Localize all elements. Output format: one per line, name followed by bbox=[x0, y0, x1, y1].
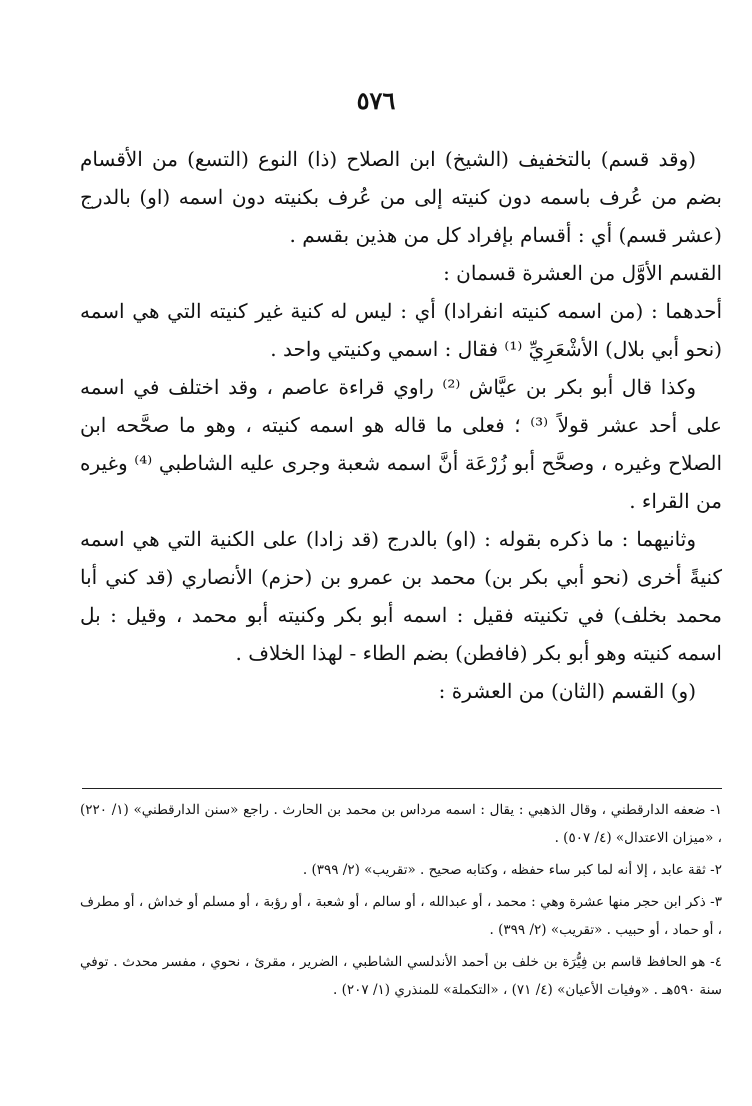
footnote: ٣- ذكر ابن حجر منها عشرة وهي : محمد ، أو عبدالله ، أو سالم ، أو شعبة ، أو رؤبة ، أو مسلم أو خداش ، أو مطرف ، أو حماد ، أو حبيب . «تقريب» (٢/ ٣٩٩) . bbox=[80, 894, 722, 938]
footnote: ٤- هو الحافظ قاسم بن فِيُّرَة بن خلف بن أحمد الأندلسي الشاطبي ، الضرير ، مقرئ ، نحوي ، مفسر محدث . توفي سنة ٥٩٠هـ . «وفيات الأعيان» (٤/ ٧١) ، «التكملة» للمنذري (١/ ٢٠٧) . bbox=[80, 954, 722, 998]
paragraph: وثانيهما : ما ذكره بقوله : (او) بالدرج (قد زادا) على الكنية التي هي اسمه كنيةً أخرى (نحو أبي بكر بن) محمد بن عمرو بن (حزم) الأنصاري (قد كني أبا محمد بخلف) في تكنيته فقيل : اسمه أبو بكر وكنيته أبو محمد ، وقيل : بل اسمه كنيته وهو أبو بكر (فافطن) بضم الطاء - لهذا الخلاف . bbox=[80, 527, 722, 665]
footnote: ٢- ثقة عابد ، إلا أنه لما كبر ساء حفظه ، وكتابه صحيح . «تقريب» (٢/ ٣٩٩) . bbox=[302, 862, 722, 878]
footnote-divider bbox=[82, 788, 722, 789]
section-heading: القسم الأوَّل من العشرة قسمان : bbox=[443, 261, 722, 285]
paragraph: وكذا قال أبو بكر بن عيَّاش ⁽²⁾ راوي قراءة عاصم ، وقد اختلف في اسمه على أحد عشر قولاً ⁽³⁾ ؛ فعلى ما قاله هو اسمه كنيته ، وهو ما صحَّحه ابن الصلاح وغيره ، وصحَّح أبو زُرْعَة أنَّ اسمه شعبة وجرى عليه الشاطبي ⁽⁴⁾ وغيره من القراء . bbox=[80, 375, 723, 513]
footnote: ١- ضعفه الدارقطني ، وقال الذهبي : يقال : اسمه مرداس بن محمد بن الحارث . راجع «سنن الدارقطني» (١/ ٢٢٠) ، «ميزان الاعتدال» (٤/ ٥٠٧) . bbox=[80, 802, 722, 846]
page-number: ٥٧٦ bbox=[356, 86, 396, 115]
main-text bbox=[80, 140, 722, 710]
paragraph: (و) القسم (الثان) من العشرة : bbox=[438, 679, 696, 703]
footnotes bbox=[80, 796, 722, 1008]
paragraph: أحدهما : (من اسمه كنيته انفرادا) أي : ليس له كنية غير كنيته التي هي اسمه (نحو أبي بلال) الأشْعَرِيِّ ⁽¹⁾ فقال : اسمي وكنيتي واحد . bbox=[80, 299, 722, 361]
paragraph: (وقد قسم) بالتخفيف (الشيخ) ابن الصلاح (ذا) النوع (التسع) من الأقسام بضم من عُرف باسمه دون كنيته إلى من عُرف بكنيته دون اسمه (او) بالدرج (عشر قسم) أي : أقسام بإفراد كل من هذين بقسم . bbox=[80, 147, 722, 247]
